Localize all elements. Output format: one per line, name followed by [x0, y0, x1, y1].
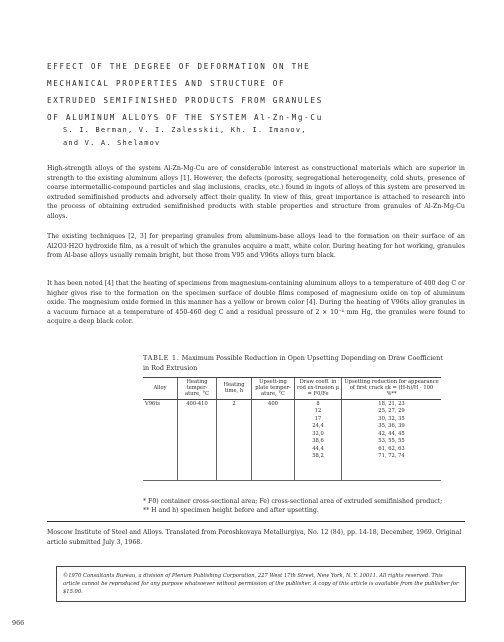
reduction-value: 30, 32, 35 — [378, 415, 405, 422]
reduction-value: 35, 36, 39 — [378, 423, 405, 430]
reduction-value: 61, 62, 63 — [378, 445, 405, 452]
reduction-table — [143, 377, 441, 481]
draw-coefficient-value: 32,0 — [312, 430, 324, 437]
author-list — [63, 124, 423, 150]
reduction-value: 42, 44, 45 — [378, 430, 405, 437]
header-heating-temperature: Heating temper-ature, °C — [178, 378, 217, 400]
paragraph-intro: High-strength alloys of the system Al-Zn-Mg-Cu are of considerable interest as constructional materials which are superior in strength to the existing aluminum alloys [1]. However, the defects (porosity, segregational heterogeneity, cold shuts, presence of coarse intermetallic-compound particles and slag inclusions, cracks, etc.) found in ingots of alloys of this system are preserved in extruded semifinished products and adversely affect their quality. In view of this, great importance is attached to research into the process of obtaining extruded semifinished products with stable properties and structure from granules of Al-Zn-Mg-Cu alloys. — [47, 165, 465, 220]
title-line: MECHANICAL PROPERTIES AND STRUCTURE OF — [47, 79, 286, 88]
cell-alloy: V96ts — [145, 400, 161, 407]
cell-heating-time: 2 — [217, 399, 252, 468]
table-caption-text: Maximum Possible Reduction in Open Upsetting Depending on Draw Coefficient in Rod Extrusion — [143, 354, 443, 372]
header-draw-coefficient: Draw coeff. in rod ex-trusion μ = F0/Fe — [295, 378, 342, 400]
table-row — [143, 399, 441, 468]
header-upsetting-reduction: Upsetting reduction for appearance of first crack εk = (H-h)/H · 100 %** — [342, 378, 442, 400]
draw-coefficient-value: 24,4 — [312, 423, 324, 430]
table-header-row — [143, 378, 441, 400]
draw-coefficient-value: 58,2 — [312, 453, 324, 460]
table-caption-label: TABLE 1. — [143, 354, 180, 362]
source-note: Moscow Institute of Steel and Alloys. Translated from Poroshkovaya Metallurgiya, No. 12 (84), pp. 14-18, December, 1969. Original article submitted July 3, 1968. — [47, 529, 462, 546]
draw-coefficient-value: 38,6 — [312, 438, 324, 445]
copyright-box: ©1970 Consultants Bureau, a division of Plenum Publishing Corporation, 227 West 17th Street, New York, N. Y. 10011. All rights reserved. This article cannot be reproduced for any purpose whatsoever without permission of the publisher. A copy of this article is available from the publisher for $15.00. — [56, 566, 466, 602]
table-caption — [143, 354, 443, 373]
cell-heating-temperature: 400-410 — [178, 399, 217, 468]
cell-draw-coefficients — [295, 399, 342, 468]
reduction-value: 18, 21, 23 — [378, 400, 405, 407]
cell-plate-temperature: 400 — [252, 399, 295, 468]
author-line: S. I. Berman, V. I. Zalesskii, Kh. I. Imanov, — [63, 126, 307, 134]
article-title — [47, 58, 467, 126]
author-line: and V. A. Shelamov — [63, 139, 161, 147]
divider — [47, 521, 465, 522]
table-row-spacer — [143, 468, 441, 481]
draw-coefficient-value: 44,4 — [312, 445, 324, 452]
page-number: 966 — [12, 619, 25, 627]
draw-coefficient-value: 12 — [314, 408, 322, 415]
table-footnote: * F0) container cross-sectional area; Fe) cross-sectional area of extruded semifinished product; ** H and h) specimen height before and after upsetting. — [143, 498, 443, 515]
header-heating-time: Heating time, h — [217, 378, 252, 400]
paragraph-heating: It has been noted [4] that the heating of specimens from magnesium-containing aluminum alloys to a temperature of 400 deg C or higher gives rise to the formation on the specimen surface of double films composed of magnesium oxide on top of aluminum oxide. The magnesium oxide formed in this manner has a yellow or brown color [4]. During the heating of V96ts alloy granules in a vacuum furnace at a temperature of 450-460 deg C and a residual pressure of 2 × 10⁻⁴ mm Hg, the granules were found to acquire a deep black color. — [47, 280, 465, 326]
reduction-value: 53, 55, 55 — [378, 438, 405, 445]
draw-coefficient-value: 8 — [316, 400, 320, 407]
cell-reductions — [342, 399, 442, 468]
header-alloy: Alloy — [143, 378, 178, 400]
title-line: EFFECT OF THE DEGREE OF DEFORMATION ON THE — [47, 62, 311, 71]
draw-coefficient-value: 17 — [314, 415, 322, 422]
header-plate-temperature: Upsett-ing plate temper-ature, °C — [252, 378, 295, 400]
reduction-value: 71, 72, 74 — [378, 453, 405, 460]
title-line: OF ALUMINUM ALLOYS OF THE SYSTEM Al-Zn-Mg-Cu — [47, 113, 323, 122]
reduction-value: 25, 27, 29 — [378, 408, 405, 415]
paragraph-techniques: The existing techniques [2, 3] for preparing granules from aluminum-base alloys lead to the formation on their surface of an Al2O3·H2O hydroxide film, as a result of which the granules acquire a matt, white color. During heating for hot working, granules from Al-base alloys usually remain bright, but those from V95 and V96ts alloys turn black. — [47, 233, 465, 260]
title-line: EXTRUDED SEMIFINISHED PRODUCTS FROM GRANULES — [47, 96, 323, 105]
